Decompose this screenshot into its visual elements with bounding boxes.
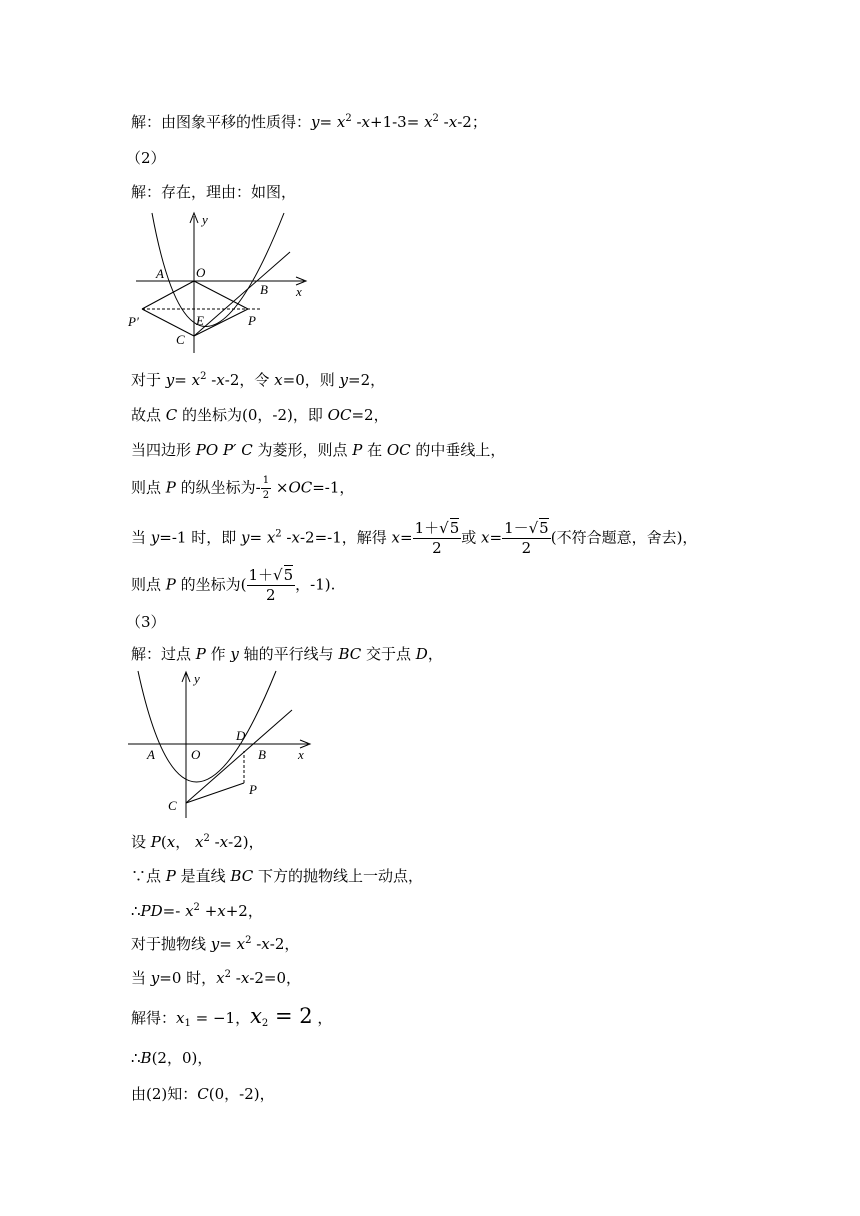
solution-line-3: 对于 $y= x^2$ -x-2，令 x=0，则 y=2， <box>131 371 386 389</box>
solution-line-5: 当四边形 PO P′ C 为菱形，则点 P 在 OC 的中垂线上， <box>131 441 506 459</box>
figure-2-label-B: B <box>258 747 266 762</box>
solution-line-4: 故点 C 的坐标为(0，-2)，即 OC=2， <box>131 406 389 424</box>
solution-line-17: 由(2)知：C(0，-2)， <box>131 1085 275 1103</box>
figure-1-label-x: x <box>296 284 302 299</box>
figure-1-label-C: C <box>176 332 185 347</box>
figure-1-label-B: B <box>260 282 268 297</box>
fraction-root-3: $\frac{1+√5}{2}$ <box>248 566 294 604</box>
part-3-heading: （3） <box>126 613 166 631</box>
figure-1-label-P: P <box>248 313 256 328</box>
figure-2-axes <box>128 672 310 818</box>
figure-2-parabola <box>138 671 276 782</box>
fraction-root-1: $\frac{1+√5}{2}$ <box>414 519 460 557</box>
solution-line-12: ∴PD=- $x^2 +x+2$， <box>131 902 263 920</box>
solution-line-1: 解：由图象平移的性质得：$y= x^2$ $-x+1-3= x^2$ -x-2； <box>131 113 487 131</box>
figure-1-label-E: E <box>196 313 204 328</box>
solution-line-11: ∵点 P 是直线 BC 下方的抛物线上一动点， <box>131 867 423 885</box>
figure-1-rhombus-diagram <box>126 208 316 358</box>
solution-line-10: 设 P(x， $x^2$ -x-2)， <box>131 833 264 851</box>
figure-1-axes <box>136 213 306 353</box>
figure-2-label-x: x <box>298 747 304 762</box>
part-2-heading: （2） <box>126 149 166 167</box>
solution-line-8: 则点 P 的坐标为( $\frac{1+√5}{2}$ ，-1). <box>131 566 336 604</box>
solution-line-14: 当 y=0 时，$x^2$ -x-2=0， <box>131 969 302 987</box>
figure-1-label-O: O <box>196 265 206 280</box>
figure-1-label-A: A <box>156 266 164 281</box>
figure-2-label-P: P <box>249 782 257 797</box>
figure-2-parallel-line-diagram <box>126 668 326 828</box>
solution-line-2: 解：存在，理由：如图， <box>131 183 297 201</box>
solution-line-15: 解得：$x_1 = -1$，$x_2 = 2$ ， <box>131 1004 333 1029</box>
solution-line-7: 当 y=-1 时，即 $y= x^2$ -x-2=-1，解得 x= $\frac{1+√5}{2}$ 或 x= $\frac{1-√5}{2}$ (不符合题意，舍去)， <box>131 519 698 557</box>
fraction-one-half: $\frac{1}{2}$ <box>262 475 270 501</box>
solution-line-9: 解：过点 P 作 y 轴的平行线与 BC 交于点 D， <box>131 645 443 663</box>
solution-line-13: 对于抛物线 $y= x^2$ -x-2， <box>131 935 300 953</box>
solution-line-6: 则点 P 的纵坐标为- $\frac{1}{2}$ ×OC=-1， <box>131 475 355 501</box>
figure-2-label-C: C <box>168 798 177 813</box>
figure-2-label-y: y <box>194 671 200 686</box>
fraction-root-2: $\frac{1-√5}{2}$ <box>504 519 549 557</box>
figure-2-segments <box>186 710 292 803</box>
figure-2-label-O: O <box>191 747 201 762</box>
figure-2-label-D: D <box>236 728 246 743</box>
figure-1-label-y: y <box>202 212 208 227</box>
figure-2-label-A: A <box>147 747 155 762</box>
figure-1-label-P-prime: P′ <box>128 314 139 329</box>
solution-line-16: ∴B(2，0)， <box>131 1049 213 1067</box>
